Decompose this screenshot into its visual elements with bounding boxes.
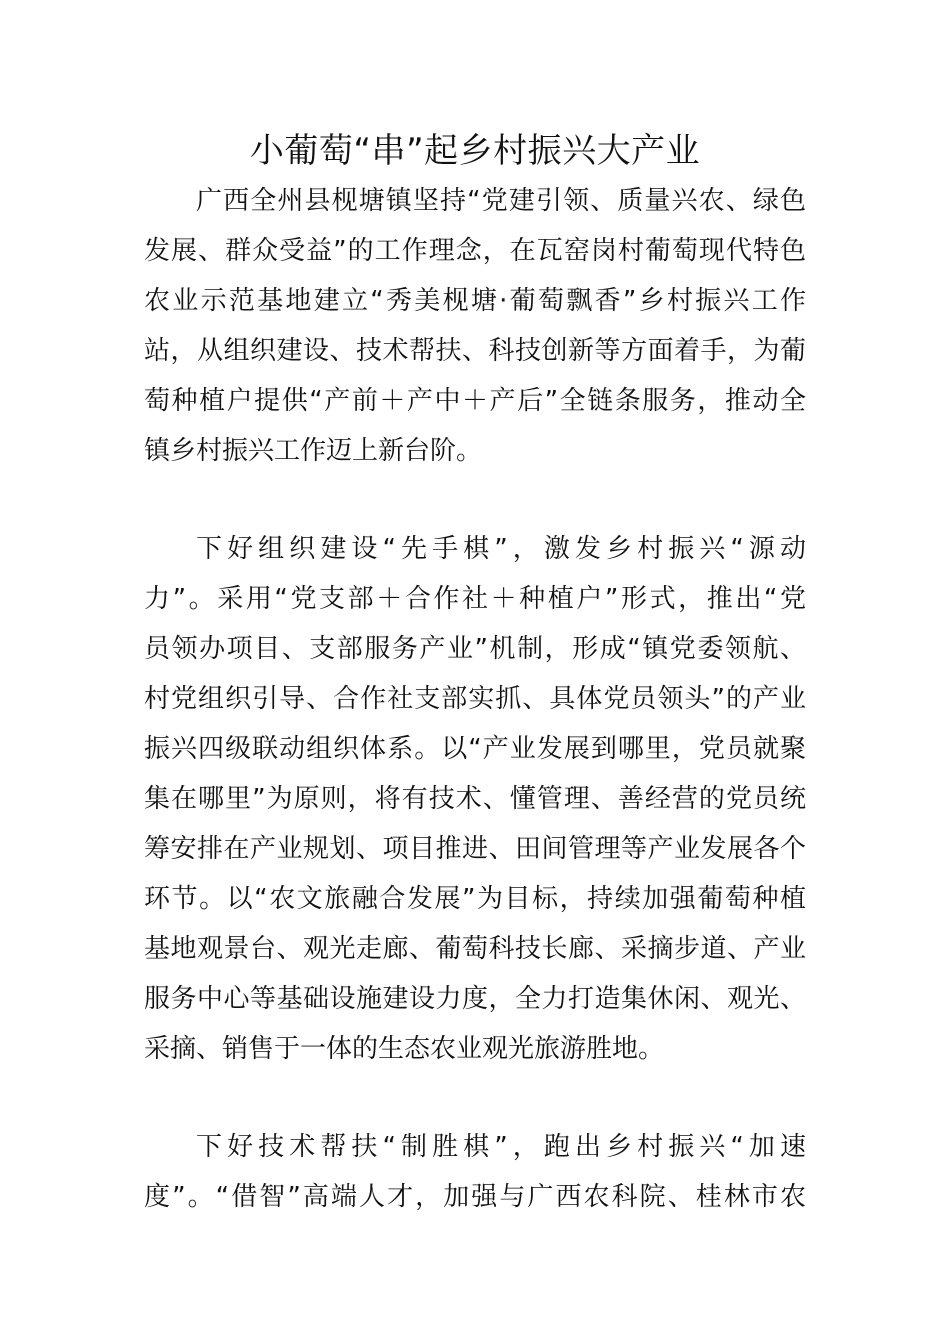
paragraph-line: 村党组织引导、合作社支部实抓、具体党员领头”的产业 — [144, 684, 806, 714]
paragraph-line: 站，从组织建设、技术帮扶、科技创新等方面着手，为葡 — [144, 336, 806, 366]
paragraph-line: 萄种植户提供“产前＋产中＋产后”全链条服务，推动全 — [144, 386, 806, 416]
paragraph-line: 筹安排在产业规划、项目推进、田间管理等产业发展各个 — [144, 834, 806, 864]
paragraph-line: 发展、群众受益”的工作理念，在瓦窑岗村葡萄现代特色 — [144, 236, 806, 266]
paragraph-line: 环节。以“农文旅融合发展”为目标，持续加强葡萄种植 — [144, 884, 806, 914]
paragraph-line: 下好组织建设“先手棋”，激发乡村振兴“源动 — [196, 534, 806, 564]
paragraph-line: 基地观景台、观光走廊、葡萄科技长廊、采摘步道、产业 — [144, 934, 806, 964]
paragraph-line: 员领办项目、支部服务产业”机制，形成“镇党委领航、 — [144, 634, 806, 664]
paragraph-line: 农业示范基地建立“秀美枧塘·葡萄飘香”乡村振兴工作 — [144, 286, 806, 316]
paragraph-line: 力”。采用“党支部＋合作社＋种植户”形式，推出“党 — [144, 584, 806, 614]
paragraph-line: 镇乡村振兴工作迈上新台阶。 — [144, 436, 483, 466]
paragraph-line: 振兴四级联动组织体系。以“产业发展到哪里，党员就聚 — [144, 734, 806, 764]
paragraph-line: 集在哪里”为原则，将有技术、懂管理、善经营的党员统 — [144, 784, 806, 814]
paragraph-line: 下好技术帮扶“制胜棋”，跑出乡村振兴“加速 — [196, 1132, 806, 1162]
paragraph-line: 采摘、销售于一体的生态农业观光旅游胜地。 — [144, 1034, 665, 1064]
paragraph-line: 服务中心等基础设施建设力度，全力打造集休闲、观光、 — [144, 984, 806, 1014]
paragraph-line: 广西全州县枧塘镇坚持“党建引领、质量兴农、绿色 — [196, 186, 806, 216]
document-title: 小葡萄“串”起乡村振兴大产业 — [249, 131, 701, 171]
paragraph-line: 度”。“借智”高端人才，加强与广西农科院、桂林市农 — [144, 1182, 806, 1212]
